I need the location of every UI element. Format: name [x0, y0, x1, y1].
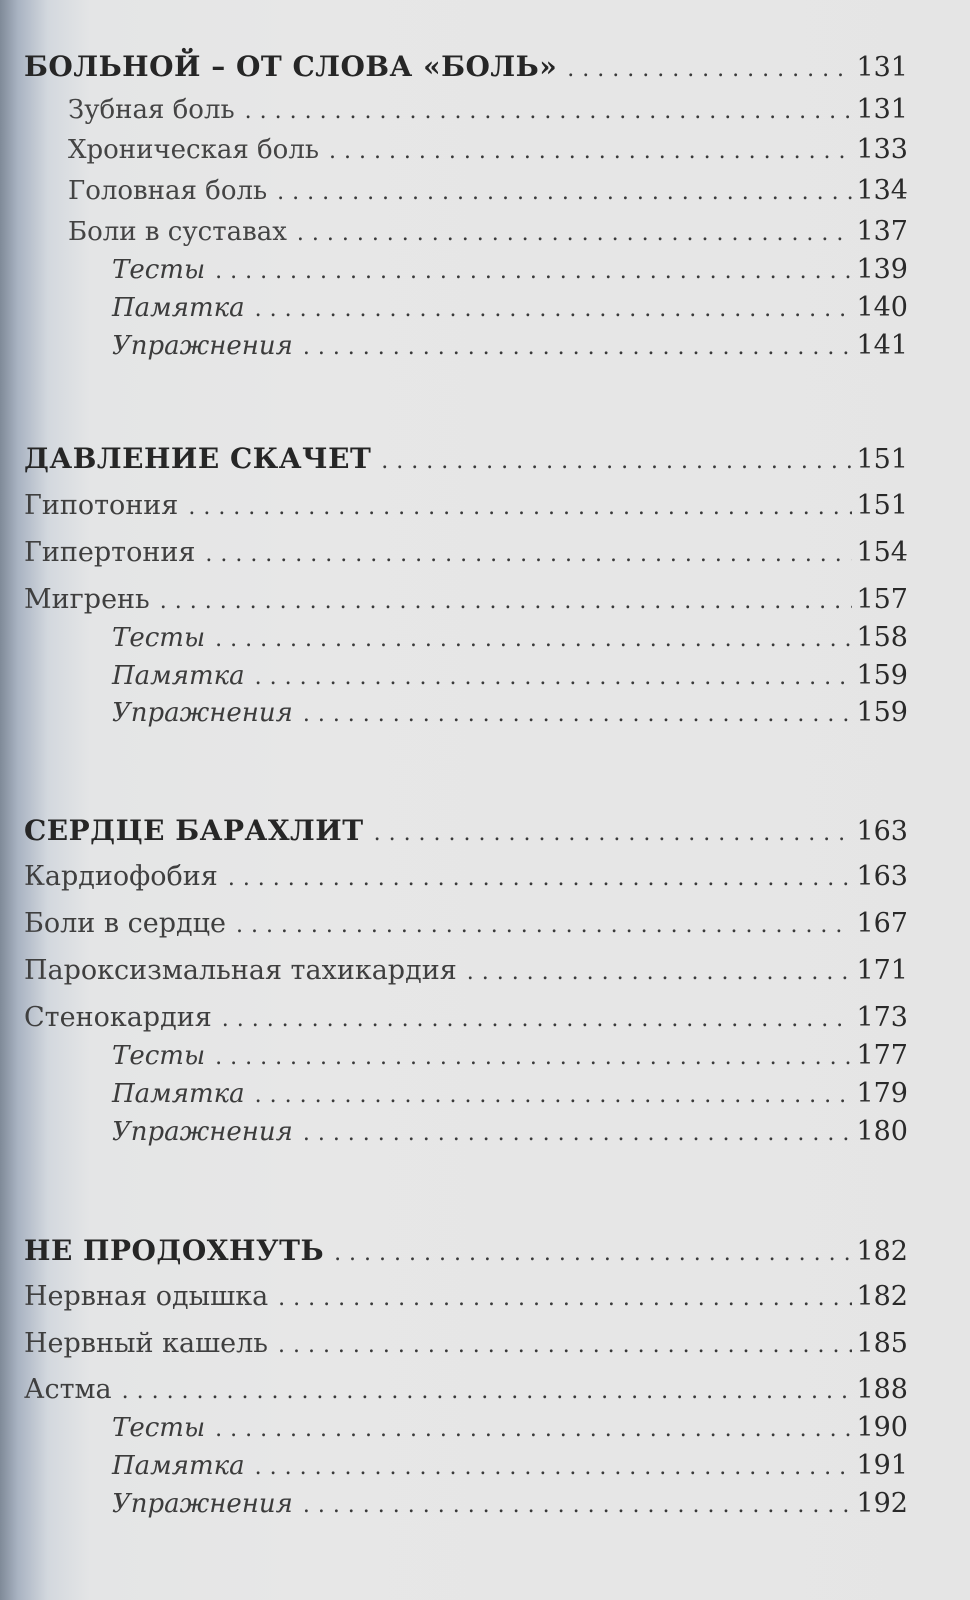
toc-page-number: 163	[856, 861, 908, 892]
toc-page-number: 159	[856, 660, 908, 691]
toc-subentry-title: Упражнения	[112, 1117, 293, 1147]
toc-entry-title: Кардиофобия	[24, 861, 218, 892]
toc-section-title: ДАВЛЕНИЕ СКАЧЕТ	[24, 442, 372, 475]
toc-page-number: 154	[856, 537, 908, 568]
toc-page-number: 141	[856, 330, 908, 361]
toc-entry	[24, 490, 908, 521]
toc-entry-title: Пароксизмальная тахикардия	[24, 955, 457, 986]
toc-page-number: 167	[856, 908, 908, 939]
toc-page-number: 131	[856, 94, 908, 125]
toc-entry-title: Гипертония	[24, 537, 196, 568]
toc-page-number: 163	[856, 816, 908, 847]
dot-leader	[215, 259, 852, 284]
dot-leader	[245, 99, 853, 124]
toc-entry	[24, 908, 908, 939]
toc-section-heading	[24, 442, 908, 475]
toc-subentry	[112, 697, 908, 728]
toc-section-heading	[24, 50, 908, 83]
toc-page-number: 158	[856, 622, 908, 653]
dot-leader	[188, 495, 852, 520]
toc-subentry-title: Памятка	[112, 1079, 245, 1109]
toc-entry	[68, 134, 908, 165]
toc-page-number: 173	[856, 1002, 908, 1033]
dot-leader	[215, 1417, 852, 1442]
toc-page-number: 139	[856, 254, 908, 285]
toc-page-number: 151	[856, 490, 908, 521]
toc-entry	[24, 584, 908, 615]
dot-leader	[467, 960, 853, 985]
toc-subentry	[112, 1488, 908, 1519]
dot-leader	[255, 297, 853, 322]
toc-entry	[24, 955, 908, 986]
toc-subentry	[112, 254, 908, 285]
dot-leader	[381, 449, 852, 474]
toc-entry-title: Стенокардия	[24, 1002, 212, 1033]
toc-subentry	[112, 292, 908, 323]
toc-entry	[24, 861, 908, 892]
toc-entry-title: Головная боль	[68, 176, 268, 206]
toc-page-number: 185	[856, 1328, 908, 1359]
toc-page-number: 151	[856, 444, 908, 475]
toc-subentry-title: Упражнения	[112, 698, 293, 728]
toc-subentry	[112, 330, 908, 361]
toc-page-number: 140	[856, 292, 908, 323]
toc-page-number: 137	[856, 216, 908, 247]
toc-subentry	[112, 1450, 908, 1481]
toc-entry-title: Хроническая боль	[68, 135, 319, 165]
toc-section-heading	[24, 814, 908, 847]
toc-entry	[68, 94, 908, 125]
toc-subentry	[112, 1040, 908, 1071]
dot-leader	[255, 1083, 853, 1108]
toc-entry-title: Нервный кашель	[24, 1328, 268, 1359]
toc-section-heading	[24, 1234, 908, 1267]
toc-entry-title: Гипотония	[24, 490, 179, 521]
toc-subentry-title: Упражнения	[112, 1489, 293, 1519]
toc-subentry-title: Тесты	[112, 1413, 206, 1443]
dot-leader	[277, 180, 852, 205]
toc-entry-title: Нервная одышка	[24, 1281, 269, 1312]
dot-leader	[278, 1286, 852, 1311]
dot-leader	[255, 665, 853, 690]
dot-leader	[228, 866, 853, 891]
toc-page-number: 131	[856, 52, 908, 83]
toc-entry-title: Боли в сердце	[24, 908, 226, 939]
toc-subentry	[112, 1116, 908, 1147]
toc-page-number: 192	[856, 1488, 908, 1519]
dot-leader	[222, 1007, 853, 1032]
toc-page-number: 180	[856, 1116, 908, 1147]
dot-leader	[122, 1379, 853, 1404]
toc-page-number: 179	[856, 1078, 908, 1109]
toc-section-title: БОЛЬНОЙ – ОТ СЛОВА «БОЛЬ»	[24, 50, 558, 83]
toc-subentry-title: Памятка	[112, 661, 245, 691]
toc-entry	[24, 537, 908, 568]
toc-section-title: СЕРДЦЕ БАРАХЛИТ	[24, 814, 364, 847]
toc-subentry-title: Тесты	[112, 623, 206, 653]
toc-page-number: 182	[856, 1236, 908, 1267]
dot-leader	[329, 139, 852, 164]
dot-leader	[374, 821, 853, 846]
toc-entry	[24, 1281, 908, 1312]
dot-leader	[567, 57, 852, 82]
dot-leader	[303, 335, 853, 360]
dot-leader	[334, 1241, 852, 1266]
toc-subentry	[112, 622, 908, 653]
toc-entry	[24, 1328, 908, 1359]
toc-subentry	[112, 1078, 908, 1109]
toc-page-number: 159	[856, 697, 908, 728]
dot-leader	[236, 913, 852, 938]
dot-leader	[205, 542, 852, 567]
dot-leader	[297, 221, 853, 246]
dot-leader	[215, 627, 852, 652]
toc-entry-title: Зубная боль	[68, 95, 235, 125]
toc-page-number: 133	[856, 134, 908, 165]
toc-page-number: 188	[856, 1374, 908, 1405]
dot-leader	[255, 1455, 853, 1480]
toc-subentry	[112, 1412, 908, 1443]
toc-subentry-title: Тесты	[112, 1041, 206, 1071]
toc-subentry-title: Упражнения	[112, 331, 293, 361]
toc-entry-title: Мигрень	[24, 584, 150, 615]
toc-subentry-title: Памятка	[112, 1451, 245, 1481]
toc-page-number: 134	[856, 175, 908, 206]
toc-page-number: 157	[856, 584, 908, 615]
toc-page-number: 190	[856, 1412, 908, 1443]
dot-leader	[303, 1493, 853, 1518]
toc-page-number: 191	[856, 1450, 908, 1481]
dot-leader	[303, 702, 853, 727]
toc-subentry-title: Памятка	[112, 293, 245, 323]
toc-subentry	[112, 660, 908, 691]
toc-page-number: 171	[856, 955, 908, 986]
dot-leader	[278, 1333, 852, 1358]
dot-leader	[215, 1045, 852, 1070]
toc-entry	[68, 216, 908, 247]
toc-page-number: 177	[856, 1040, 908, 1071]
toc-entry-title: Боли в суставах	[68, 217, 287, 247]
toc-entry	[24, 1002, 908, 1033]
dot-leader	[303, 1121, 853, 1146]
toc-section-title: НЕ ПРОДОХНУТЬ	[24, 1234, 325, 1267]
dot-leader	[160, 589, 853, 614]
toc-subentry-title: Тесты	[112, 255, 206, 285]
toc-page-number: 182	[856, 1281, 908, 1312]
toc-entry	[68, 175, 908, 206]
toc-entry	[24, 1374, 908, 1405]
toc-entry-title: Астма	[24, 1374, 112, 1405]
